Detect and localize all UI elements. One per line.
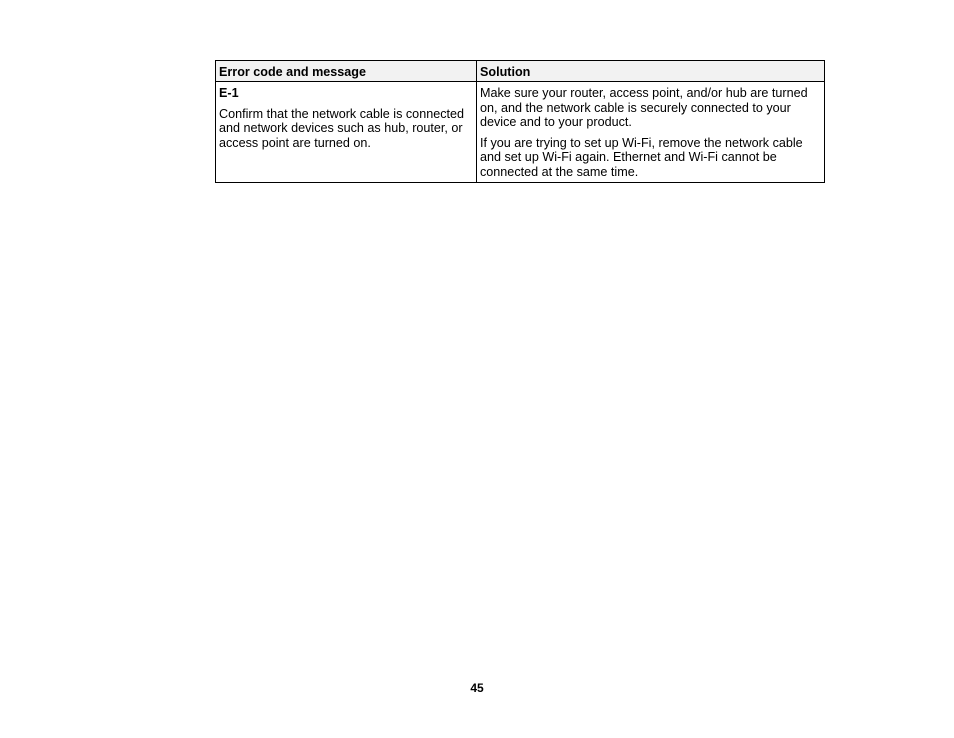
solution-cell (477, 82, 825, 183)
table-header-row (216, 61, 825, 82)
header-error-code-and-message: Error code and message (216, 61, 477, 82)
solution-paragraph: If you are trying to set up Wi-Fi, remove the network cable and set up Wi-Fi again. Ethernet and Wi-Fi cannot be connected at the same time. (480, 135, 803, 179)
table-row (216, 82, 825, 183)
solution-paragraph: Make sure your router, access point, and/or hub are turned on, and the network cable is securely connected to your device and to your product. (480, 86, 808, 130)
page-number: 45 (470, 681, 484, 695)
error-code-table (215, 60, 825, 183)
error-message: Confirm that the network cable is connected and network devices such as hub, router, or access point are turned on. (219, 106, 465, 150)
header-solution: Solution (477, 61, 825, 82)
error-code: E-1 (219, 86, 239, 100)
error-cell (216, 82, 477, 183)
